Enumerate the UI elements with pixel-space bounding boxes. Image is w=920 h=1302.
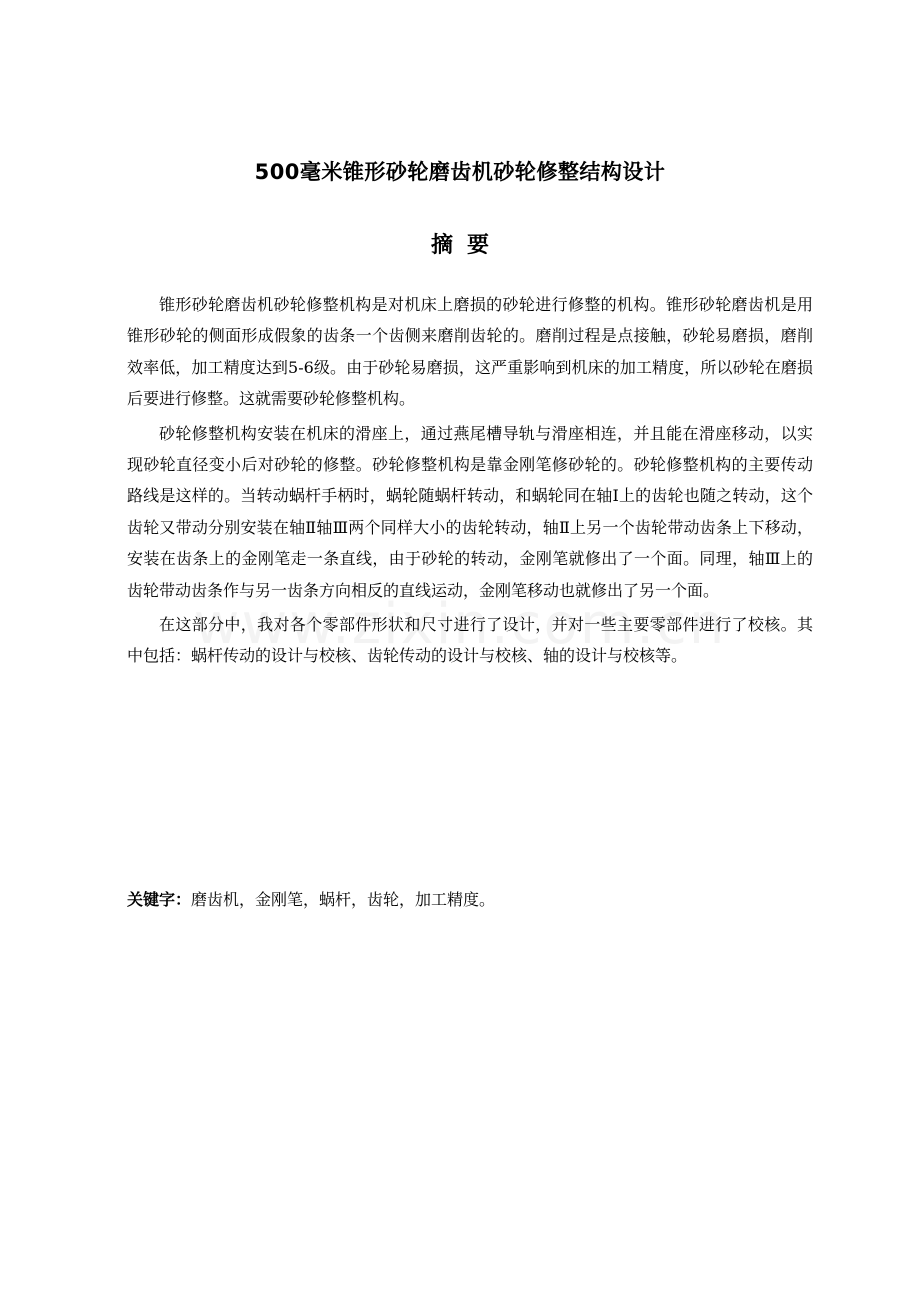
keywords-label: 关键字：: [127, 890, 192, 909]
abstract-body: [127, 289, 813, 672]
keywords-value: 磨齿机，金刚笔，蜗杆，齿轮，加工精度。: [191, 890, 496, 909]
keywords-line: [127, 888, 813, 912]
abstract-paragraph: 在这部分中，我对各个零部件形状和尺寸进行了设计，并对一些主要零部件进行了校核。其中包括：蜗杆传动的设计与校核、齿轮传动的设计与校核、轴的设计与校核等。: [127, 615, 813, 666]
abstract-paragraph: 砂轮修整机构安装在机床的滑座上，通过燕尾槽导轨与滑座相连，并且能在滑座移动，以实现砂轮直径变小后对砂轮的修整。砂轮修整机构是靠金刚笔修砂轮的。砂轮修整机构的主要传动路线是这样的。当转动蜗杆手柄时，蜗轮随蜗杆转动，和蜗轮同在轴Ⅰ上的齿轮也随之转动，这个齿轮又带动分别安装在轴Ⅱ轴Ⅲ两个同样大小的齿轮转动，轴Ⅱ上另一个齿轮带动齿条上下移动，安装在齿条上的金刚笔走一条直线，由于砂轮的转动，金刚笔就修出了一个面。同理，轴Ⅲ上的齿轮带动齿条作与另一齿条方向相反的直线运动，金刚笔移动也就修出了另一个面。: [127, 423, 813, 600]
abstract-heading: 摘要: [430, 233, 503, 258]
document-title: 500毫米锥形砂轮磨齿机砂轮修整结构设计: [254, 160, 666, 184]
abstract-paragraph: 锥形砂轮磨齿机砂轮修整机构是对机床上磨损的砂轮进行修整的机构。锥形砂轮磨齿机是用锥形砂轮的侧面形成假象的齿条一个齿侧来磨削齿轮的。磨削过程是点接触，砂轮易磨损，磨削效率低，加工精度达到5-6级。由于砂轮易磨损，这严重影响到机床的加工精度，所以砂轮在磨损后要进行修整。这就需要砂轮修整机构。: [127, 295, 813, 409]
